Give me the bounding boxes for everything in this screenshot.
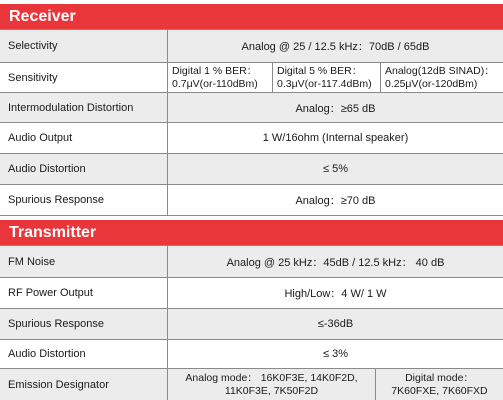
row-value: High/Low：4 W/ 1 W [284,288,387,300]
sensitivity-cell [273,63,381,92]
row-value: ≤ 3% [323,348,348,360]
sensitivity-cell [168,63,273,92]
emission-cell-analog [168,369,376,400]
cell-line: 7K60FXE, 7K60FXD [391,384,488,397]
row-tx-spurious-response [0,309,503,340]
row-value: Analog @ 25 / 12.5 kHz：70dB / 65dB [168,30,503,62]
row-audio-output [0,123,503,154]
receiver-header: Receiver [0,4,503,29]
cell-line: 0.25μV(or-120dBm) [385,77,478,90]
row-value: ≤ 5% [168,154,503,184]
cell-line: 11K0F3E, 7K50F2D [224,384,319,397]
cell-line: Analog(12dB SINAD)： [385,64,495,77]
cell-line: 0.3μV(or-117.4dBm) [277,77,372,90]
row-value: Analog @ 25 kHz：45dB / 12.5 kHz： 40 dB [168,246,503,277]
row-emission-designator [0,369,503,400]
row-label: Audio Distortion [0,154,168,184]
row-label: Audio Output [0,123,168,153]
emission-cell-digital [376,369,503,400]
cell-line: Digital 5 % BER： [277,64,363,77]
row-spurious-response [0,185,503,216]
cell-line: 0.7μV(or-110dBm) [172,77,258,90]
row-intermodulation [0,93,503,123]
row-label: Audio Distortion [0,340,168,368]
row-value: ≤-36dB [168,309,503,339]
row-label: Intermodulation Distortion [0,93,168,122]
row-label: Emission Designator [0,369,168,400]
cell-line: Digital mode： [405,371,474,384]
row-value: Analog：≥70 dB [295,195,376,207]
cell-line: Analog mode： 16K0F3E, 14K0F2D, [185,371,358,384]
row-label: Spurious Response [0,185,168,215]
row-selectivity [0,30,503,63]
row-value: 1 W/16ohm (Internal speaker) [262,132,409,144]
sensitivity-cell [381,63,503,92]
row-label: RF Power Output [0,278,168,308]
row-label: Selectivity [0,30,168,62]
cell-line: Digital 1 % BER： [172,64,258,77]
transmitter-header: Transmitter [0,220,503,245]
row-rf-power [0,278,503,309]
row-label: FM Noise [0,246,168,277]
row-sensitivity [0,63,503,93]
row-label: Spurious Response [0,309,168,339]
row-value: Analog：≥65 dB [168,93,503,122]
row-label: Sensitivity [0,63,168,92]
row-tx-audio-distortion [0,340,503,369]
row-fm-noise [0,246,503,278]
row-audio-distortion [0,154,503,185]
